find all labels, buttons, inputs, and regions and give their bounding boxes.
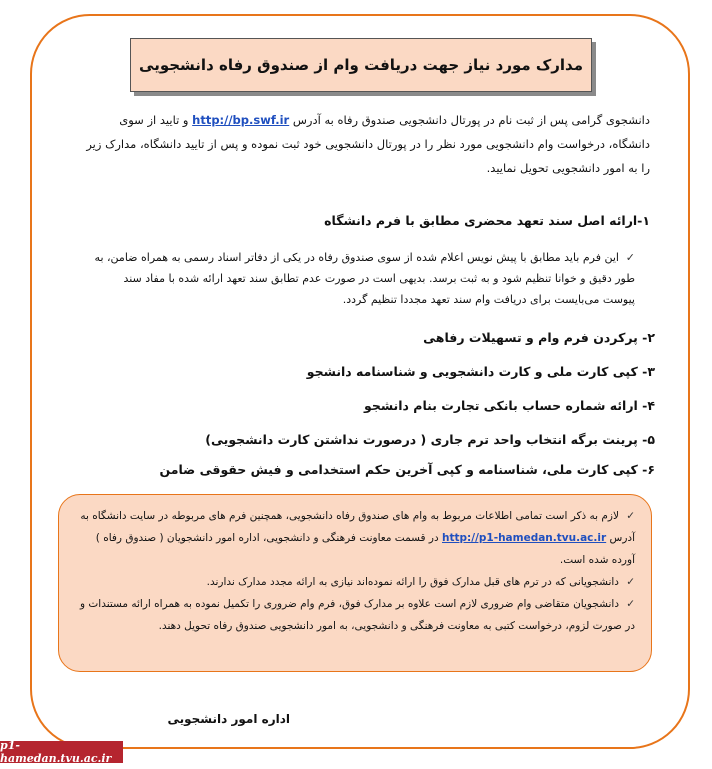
note-2-text: دانشجویانی که در ترم های قبل مدارک فوق را ارائه نموده‌اند نیازی به ارائه مجدد مدارک ندارند. [206, 576, 619, 588]
checkmark-icon: ✓ [626, 510, 635, 522]
note-1-text-a: لازم به ذکر است تمامی اطلاعات مربوط به وام های صندوق رفاه دانشجویی، همچنین فرم های مربوطه در سایت دانشگاه به آدرس [80, 510, 635, 544]
notes-callout [58, 494, 652, 672]
university-site-link[interactable]: http://p1-hamedan.tvu.ac.ir [442, 532, 607, 544]
intro-text-2: و تایید از سوی دانشگاه، درخواست وام دانشجویی مورد نظر را در پورتال دانشجویی خود ثبت نموده و پس از تایید دانشگاه، مدارک زیر را به امور دانشجویی تحویل نمایید. [86, 113, 650, 175]
signature: اداره امور دانشجویی [167, 712, 290, 726]
intro-paragraph [80, 108, 650, 180]
page-title-text: مدارک مورد نیاز جهت دریافت وام از صندوق رفاه دانشجویی [139, 56, 583, 74]
note-1-text-b: در قسمت معاونت فرهنگی و دانشجویی، اداره امور دانشجویان ( صندوق رفاه ) آورده شده است. [95, 532, 635, 566]
checkmark-icon: ✓ [625, 251, 635, 264]
swf-portal-link[interactable]: http://bp.swf.ir [192, 113, 290, 127]
note-1 [75, 505, 635, 571]
section-1-heading: ۱-ارائه اصل سند تعهد محضری مطابق با فرم دانشگاه [324, 213, 650, 228]
section-1-bullet [90, 247, 635, 310]
note-3 [75, 593, 635, 637]
section-1-bullet-text: این فرم باید مطابق با پیش نویس اعلام شده از سوی صندوق رفاه در یکی از دفاتر اسناد رسمی به همراه ضامن، به طور دقیق و خوانا تنظیم شود و به ثبت برسد. بدیهی است در صورت عدم تطابق سند تعهد ارائه شده با مفاد سند پیوست می‌بایست برای دریافت وام سند تعهد مجددا تنظیم گردد. [94, 251, 635, 306]
requirement-item-2: ۲- پرکردن فرم وام و تسهیلات رفاهی [423, 330, 655, 345]
requirement-item-4: ۴- ارائه شماره حساب بانکی تجارت بنام دانشجو [363, 398, 655, 413]
checkmark-icon: ✓ [626, 598, 635, 610]
intro-text-1: دانشجوی گرامی پس از ثبت نام در پورتال دانشجویی صندوق رفاه به آدرس [289, 113, 650, 127]
note-2 [75, 571, 635, 593]
requirement-item-5: ۵- پرینت برگه انتخاب واحد ترم جاری ( درصورت نداشتن کارت دانشجویی) [205, 432, 655, 447]
note-3-text: دانشجویان متقاضی وام ضروری لازم است علاوه بر مدارک فوق، فرم وام ضروری را تکمیل نموده به همراه ارائه مستندات و در صورت لزوم، درخواست کتبی به معاونت فرهنگی و دانشجویی، به امور دانشجویی صندوق رفاه تحویل دهند. [79, 598, 635, 632]
checkmark-icon: ✓ [626, 576, 635, 588]
requirement-item-6: ۶- کپی کارت ملی، شناسنامه و کپی آخرین حکم استخدامی و فیش حقوقی ضامن [159, 462, 655, 477]
page-title [130, 38, 592, 92]
requirement-item-3: ۳- کپی کارت ملی و کارت دانشجویی و شناسنامه دانشجو [306, 364, 655, 379]
site-watermark-badge [0, 741, 123, 763]
site-watermark-text: p1-hamedan.tvu.ac.ir [0, 739, 112, 765]
